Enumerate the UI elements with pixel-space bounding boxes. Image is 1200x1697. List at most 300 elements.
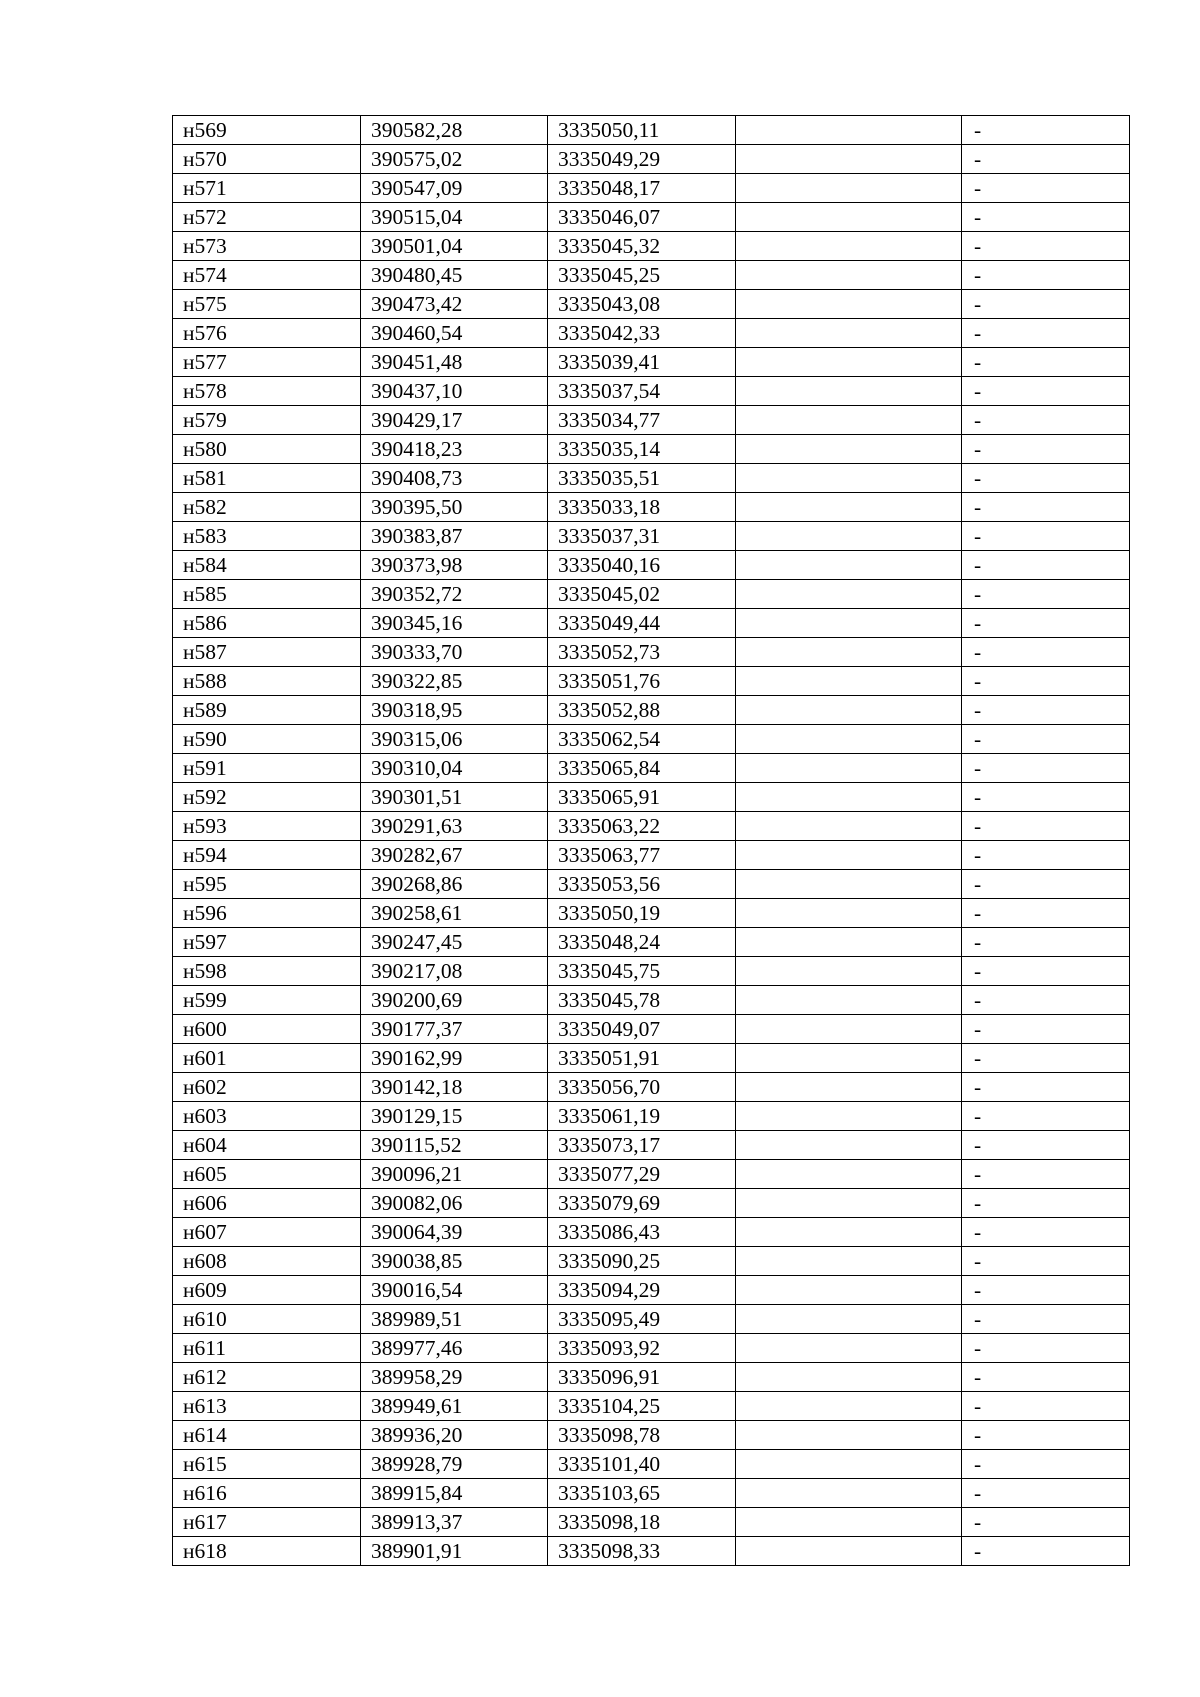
y-coordinate-cell: 3335046,07 [548,203,736,232]
empty-cell [736,1392,962,1421]
y-coordinate-cell: 3335037,54 [548,377,736,406]
dash-cell: - [962,580,1130,609]
dash-cell: - [962,464,1130,493]
table-row [173,1189,1130,1218]
empty-cell [736,1073,962,1102]
empty-cell [736,290,962,319]
x-coordinate-cell: 390247,45 [361,928,548,957]
empty-cell [736,1247,962,1276]
y-coordinate-cell: 3335086,43 [548,1218,736,1247]
x-coordinate-cell: 389977,46 [361,1334,548,1363]
y-coordinate-cell: 3335049,29 [548,145,736,174]
table-row [173,928,1130,957]
table-row [173,783,1130,812]
empty-cell [736,1450,962,1479]
table-row [173,1218,1130,1247]
dash-cell: - [962,754,1130,783]
y-coordinate-cell: 3335098,33 [548,1537,736,1566]
y-coordinate-cell: 3335062,54 [548,725,736,754]
x-coordinate-cell: 389928,79 [361,1450,548,1479]
y-coordinate-cell: 3335045,32 [548,232,736,261]
table-row [173,145,1130,174]
x-coordinate-cell: 390177,37 [361,1015,548,1044]
table-row [173,1305,1130,1334]
empty-cell [736,1276,962,1305]
point-id-cell: н611 [173,1334,361,1363]
point-id-cell: н579 [173,406,361,435]
dash-cell: - [962,522,1130,551]
y-coordinate-cell: 3335048,17 [548,174,736,203]
dash-cell: - [962,174,1130,203]
dash-cell: - [962,812,1130,841]
table-row [173,1247,1130,1276]
point-id-cell: н608 [173,1247,361,1276]
point-id-cell: н598 [173,957,361,986]
empty-cell [736,1189,962,1218]
x-coordinate-cell: 389901,91 [361,1537,548,1566]
empty-cell [736,1479,962,1508]
table-row [173,812,1130,841]
dash-cell: - [962,638,1130,667]
x-coordinate-cell: 389949,61 [361,1392,548,1421]
dash-cell: - [962,1218,1130,1247]
dash-cell: - [962,841,1130,870]
table-row [173,1160,1130,1189]
x-coordinate-cell: 389915,84 [361,1479,548,1508]
x-coordinate-cell: 390258,61 [361,899,548,928]
point-id-cell: н572 [173,203,361,232]
dash-cell: - [962,1131,1130,1160]
table-row [173,261,1130,290]
y-coordinate-cell: 3335104,25 [548,1392,736,1421]
point-id-cell: н605 [173,1160,361,1189]
empty-cell [736,725,962,754]
x-coordinate-cell: 390501,04 [361,232,548,261]
point-id-cell: н586 [173,609,361,638]
table-row [173,522,1130,551]
dash-cell: - [962,203,1130,232]
y-coordinate-cell: 3335052,88 [548,696,736,725]
dash-cell: - [962,348,1130,377]
y-coordinate-cell: 3335073,17 [548,1131,736,1160]
table-row [173,232,1130,261]
y-coordinate-cell: 3335037,31 [548,522,736,551]
point-id-cell: н590 [173,725,361,754]
coordinates-table [172,115,1130,1566]
table-row [173,1479,1130,1508]
point-id-cell: н613 [173,1392,361,1421]
empty-cell [736,667,962,696]
point-id-cell: н584 [173,551,361,580]
table-row [173,551,1130,580]
table-row [173,290,1130,319]
empty-cell [736,319,962,348]
table-row [173,986,1130,1015]
x-coordinate-cell: 390318,95 [361,696,548,725]
x-coordinate-cell: 390575,02 [361,145,548,174]
point-id-cell: н601 [173,1044,361,1073]
y-coordinate-cell: 3335040,16 [548,551,736,580]
empty-cell [736,580,962,609]
table-row [173,406,1130,435]
x-coordinate-cell: 390473,42 [361,290,548,319]
x-coordinate-cell: 390515,04 [361,203,548,232]
x-coordinate-cell: 390373,98 [361,551,548,580]
y-coordinate-cell: 3335033,18 [548,493,736,522]
y-coordinate-cell: 3335056,70 [548,1073,736,1102]
x-coordinate-cell: 390333,70 [361,638,548,667]
point-id-cell: н609 [173,1276,361,1305]
table-row [173,1537,1130,1566]
point-id-cell: н588 [173,667,361,696]
empty-cell [736,1015,962,1044]
point-id-cell: н569 [173,116,361,145]
dash-cell: - [962,551,1130,580]
x-coordinate-cell: 390142,18 [361,1073,548,1102]
dash-cell: - [962,116,1130,145]
y-coordinate-cell: 3335045,25 [548,261,736,290]
table-row [173,348,1130,377]
dash-cell: - [962,1160,1130,1189]
dash-cell: - [962,696,1130,725]
point-id-cell: н596 [173,899,361,928]
table-row [173,1276,1130,1305]
dash-cell: - [962,232,1130,261]
empty-cell [736,841,962,870]
dash-cell: - [962,725,1130,754]
point-id-cell: н600 [173,1015,361,1044]
table-row [173,377,1130,406]
dash-cell: - [962,1189,1130,1218]
y-coordinate-cell: 3335063,77 [548,841,736,870]
empty-cell [736,522,962,551]
dash-cell: - [962,1276,1130,1305]
dash-cell: - [962,493,1130,522]
y-coordinate-cell: 3335094,29 [548,1276,736,1305]
empty-cell [736,754,962,783]
table-row [173,1421,1130,1450]
x-coordinate-cell: 390547,09 [361,174,548,203]
point-id-cell: н581 [173,464,361,493]
dash-cell: - [962,406,1130,435]
empty-cell [736,1421,962,1450]
y-coordinate-cell: 3335051,91 [548,1044,736,1073]
empty-cell [736,1218,962,1247]
y-coordinate-cell: 3335061,19 [548,1102,736,1131]
point-id-cell: н589 [173,696,361,725]
x-coordinate-cell: 390322,85 [361,667,548,696]
dash-cell: - [962,1537,1130,1566]
dash-cell: - [962,1305,1130,1334]
table-row [173,464,1130,493]
point-id-cell: н616 [173,1479,361,1508]
point-id-cell: н574 [173,261,361,290]
point-id-cell: н583 [173,522,361,551]
x-coordinate-cell: 390217,08 [361,957,548,986]
y-coordinate-cell: 3335034,77 [548,406,736,435]
table-row [173,1131,1130,1160]
dash-cell: - [962,870,1130,899]
empty-cell [736,870,962,899]
y-coordinate-cell: 3335053,56 [548,870,736,899]
table-row [173,841,1130,870]
point-id-cell: н602 [173,1073,361,1102]
point-id-cell: н585 [173,580,361,609]
point-id-cell: н594 [173,841,361,870]
point-id-cell: н577 [173,348,361,377]
y-coordinate-cell: 3335101,40 [548,1450,736,1479]
x-coordinate-cell: 390115,52 [361,1131,548,1160]
x-coordinate-cell: 390282,67 [361,841,548,870]
x-coordinate-cell: 390200,69 [361,986,548,1015]
dash-cell: - [962,1392,1130,1421]
dash-cell: - [962,435,1130,464]
empty-cell [736,261,962,290]
y-coordinate-cell: 3335065,91 [548,783,736,812]
empty-cell [736,145,962,174]
table-row [173,319,1130,348]
y-coordinate-cell: 3335049,44 [548,609,736,638]
dash-cell: - [962,145,1130,174]
dash-cell: - [962,1015,1130,1044]
point-id-cell: н603 [173,1102,361,1131]
empty-cell [736,899,962,928]
empty-cell [736,116,962,145]
table-row [173,725,1130,754]
empty-cell [736,493,962,522]
y-coordinate-cell: 3335035,14 [548,435,736,464]
empty-cell [736,464,962,493]
y-coordinate-cell: 3335045,75 [548,957,736,986]
point-id-cell: н576 [173,319,361,348]
y-coordinate-cell: 3335043,08 [548,290,736,319]
point-id-cell: н587 [173,638,361,667]
point-id-cell: н612 [173,1363,361,1392]
empty-cell [736,551,962,580]
x-coordinate-cell: 390268,86 [361,870,548,899]
dash-cell: - [962,1508,1130,1537]
x-coordinate-cell: 390352,72 [361,580,548,609]
x-coordinate-cell: 390301,51 [361,783,548,812]
y-coordinate-cell: 3335049,07 [548,1015,736,1044]
table-row [173,580,1130,609]
point-id-cell: н610 [173,1305,361,1334]
x-coordinate-cell: 390383,87 [361,522,548,551]
x-coordinate-cell: 390038,85 [361,1247,548,1276]
point-id-cell: н591 [173,754,361,783]
x-coordinate-cell: 390451,48 [361,348,548,377]
empty-cell [736,1305,962,1334]
empty-cell [736,609,962,638]
table-row [173,609,1130,638]
empty-cell [736,1508,962,1537]
empty-cell [736,377,962,406]
x-coordinate-cell: 390016,54 [361,1276,548,1305]
dash-cell: - [962,1363,1130,1392]
table-row [173,1334,1130,1363]
table-row [173,870,1130,899]
point-id-cell: н592 [173,783,361,812]
x-coordinate-cell: 390408,73 [361,464,548,493]
x-coordinate-cell: 390315,06 [361,725,548,754]
point-id-cell: н578 [173,377,361,406]
y-coordinate-cell: 3335035,51 [548,464,736,493]
x-coordinate-cell: 390480,45 [361,261,548,290]
y-coordinate-cell: 3335050,19 [548,899,736,928]
table-row [173,754,1130,783]
x-coordinate-cell: 390460,54 [361,319,548,348]
dash-cell: - [962,609,1130,638]
empty-cell [736,232,962,261]
empty-cell [736,1044,962,1073]
x-coordinate-cell: 389936,20 [361,1421,548,1450]
table-row [173,1450,1130,1479]
y-coordinate-cell: 3335077,29 [548,1160,736,1189]
y-coordinate-cell: 3335098,18 [548,1508,736,1537]
dash-cell: - [962,957,1130,986]
point-id-cell: н604 [173,1131,361,1160]
y-coordinate-cell: 3335045,02 [548,580,736,609]
empty-cell [736,348,962,377]
point-id-cell: н617 [173,1508,361,1537]
empty-cell [736,1160,962,1189]
coordinates-table-body [173,116,1130,1566]
empty-cell [736,1537,962,1566]
x-coordinate-cell: 389958,29 [361,1363,548,1392]
x-coordinate-cell: 389913,37 [361,1508,548,1537]
point-id-cell: н595 [173,870,361,899]
x-coordinate-cell: 390129,15 [361,1102,548,1131]
x-coordinate-cell: 390582,28 [361,116,548,145]
y-coordinate-cell: 3335098,78 [548,1421,736,1450]
point-id-cell: н575 [173,290,361,319]
point-id-cell: н573 [173,232,361,261]
dash-cell: - [962,1073,1130,1102]
empty-cell [736,1102,962,1131]
y-coordinate-cell: 3335090,25 [548,1247,736,1276]
point-id-cell: н597 [173,928,361,957]
x-coordinate-cell: 390162,99 [361,1044,548,1073]
point-id-cell: н570 [173,145,361,174]
point-id-cell: н571 [173,174,361,203]
empty-cell [736,406,962,435]
empty-cell [736,812,962,841]
dash-cell: - [962,290,1130,319]
point-id-cell: н593 [173,812,361,841]
table-row [173,957,1130,986]
empty-cell [736,1334,962,1363]
y-coordinate-cell: 3335103,65 [548,1479,736,1508]
dash-cell: - [962,1247,1130,1276]
table-row [173,493,1130,522]
x-coordinate-cell: 390082,06 [361,1189,548,1218]
table-row [173,1392,1130,1421]
table-row [173,638,1130,667]
x-coordinate-cell: 390429,17 [361,406,548,435]
empty-cell [736,435,962,464]
y-coordinate-cell: 3335096,91 [548,1363,736,1392]
dash-cell: - [962,928,1130,957]
x-coordinate-cell: 390437,10 [361,377,548,406]
dash-cell: - [962,783,1130,812]
table-row [173,1044,1130,1073]
dash-cell: - [962,319,1130,348]
y-coordinate-cell: 3335045,78 [548,986,736,1015]
table-row [173,1073,1130,1102]
table-row [173,174,1130,203]
y-coordinate-cell: 3335050,11 [548,116,736,145]
y-coordinate-cell: 3335039,41 [548,348,736,377]
empty-cell [736,928,962,957]
y-coordinate-cell: 3335048,24 [548,928,736,957]
y-coordinate-cell: 3335093,92 [548,1334,736,1363]
table-row [173,899,1130,928]
table-row [173,435,1130,464]
dash-cell: - [962,1421,1130,1450]
point-id-cell: н607 [173,1218,361,1247]
point-id-cell: н582 [173,493,361,522]
dash-cell: - [962,261,1130,290]
x-coordinate-cell: 390064,39 [361,1218,548,1247]
empty-cell [736,783,962,812]
dash-cell: - [962,1450,1130,1479]
y-coordinate-cell: 3335063,22 [548,812,736,841]
dash-cell: - [962,986,1130,1015]
empty-cell [736,986,962,1015]
dash-cell: - [962,899,1130,928]
y-coordinate-cell: 3335079,69 [548,1189,736,1218]
point-id-cell: н580 [173,435,361,464]
point-id-cell: н614 [173,1421,361,1450]
point-id-cell: н599 [173,986,361,1015]
table-row [173,1015,1130,1044]
empty-cell [736,203,962,232]
point-id-cell: н618 [173,1537,361,1566]
empty-cell [736,1363,962,1392]
y-coordinate-cell: 3335065,84 [548,754,736,783]
y-coordinate-cell: 3335042,33 [548,319,736,348]
table-row [173,696,1130,725]
empty-cell [736,174,962,203]
dash-cell: - [962,377,1130,406]
y-coordinate-cell: 3335052,73 [548,638,736,667]
table-row [173,667,1130,696]
table-row [173,203,1130,232]
x-coordinate-cell: 390345,16 [361,609,548,638]
table-row [173,1363,1130,1392]
table-row [173,1508,1130,1537]
dash-cell: - [962,1102,1130,1131]
empty-cell [736,1131,962,1160]
empty-cell [736,696,962,725]
x-coordinate-cell: 390418,23 [361,435,548,464]
empty-cell [736,957,962,986]
x-coordinate-cell: 390310,04 [361,754,548,783]
empty-cell [736,638,962,667]
point-id-cell: н606 [173,1189,361,1218]
x-coordinate-cell: 390096,21 [361,1160,548,1189]
dash-cell: - [962,1479,1130,1508]
table-row [173,116,1130,145]
point-id-cell: н615 [173,1450,361,1479]
table-row [173,1102,1130,1131]
x-coordinate-cell: 389989,51 [361,1305,548,1334]
x-coordinate-cell: 390291,63 [361,812,548,841]
dash-cell: - [962,1334,1130,1363]
dash-cell: - [962,667,1130,696]
y-coordinate-cell: 3335051,76 [548,667,736,696]
dash-cell: - [962,1044,1130,1073]
